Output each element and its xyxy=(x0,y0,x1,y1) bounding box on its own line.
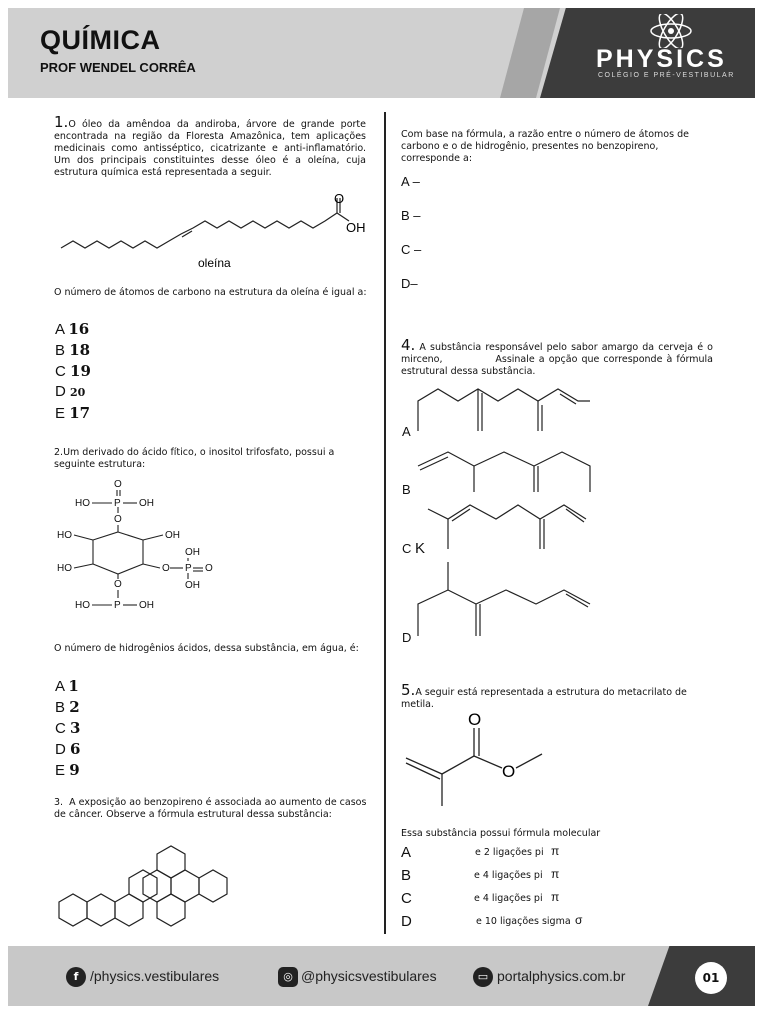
instagram-link[interactable]: @physicsvestibulares xyxy=(301,968,437,984)
q3-option-a[interactable]: A – xyxy=(401,174,420,189)
q4-option-a[interactable]: A xyxy=(402,424,411,439)
q5-option-b[interactable]: B e 4 ligações pi π xyxy=(401,867,560,884)
atom-logo-icon xyxy=(648,14,694,48)
svg-text:O: O xyxy=(114,479,122,490)
oleina-label: oleína xyxy=(198,256,231,270)
svg-text:HO: HO xyxy=(75,498,90,509)
page-title: QUÍMICA xyxy=(40,25,161,55)
q5-statement: 5.A seguir está representada a estrutura do metacrilato de metila. xyxy=(401,681,687,710)
brand-subtitle: COLÉGIO E PRÉ-VESTIBULAR xyxy=(598,72,735,79)
ester-oxygen-label: O xyxy=(502,762,516,781)
carbonyl-oxygen-label: O xyxy=(468,710,482,729)
q2-text: Um derivado do ácido fítico, o inositol trifosfato, possui a seguinte estrutura: xyxy=(54,447,335,470)
q2-statement xyxy=(54,447,369,471)
svg-text:OH: OH xyxy=(165,530,180,541)
q5-option-c[interactable]: C e 4 ligações pi π xyxy=(401,890,560,907)
svg-text:O: O xyxy=(162,563,170,574)
svg-text:O: O xyxy=(114,514,122,525)
q2-options xyxy=(55,677,80,782)
q5-options xyxy=(401,842,721,934)
instagram-icon: ◎ xyxy=(278,967,298,987)
facebook-icon: f xyxy=(66,967,86,987)
q4-option-c[interactable]: C K xyxy=(402,540,426,557)
svg-text:OH: OH xyxy=(185,580,200,591)
metacrilato-structure xyxy=(402,710,562,810)
q1-option-e[interactable]: E 17 xyxy=(55,404,91,422)
q1-text: O óleo da amêndoa da andiroba, árvore de grande porte encontrada na região da Floresta Amazônica, tem aplicações medicinais como antisséptico, cicatrizante e anti-inflamatório. Um dos principais constituintes desse óleo é a oleína, cuja estrutura química está representada a seguir. xyxy=(54,119,366,178)
q2-question: O número de hidrogênios ácidos, dessa substância, em água, é: xyxy=(54,643,359,654)
q4-number: 4. xyxy=(401,336,416,354)
brand-name: PHYSICS xyxy=(596,45,727,73)
facebook-link[interactable]: /physics.vestibulares xyxy=(90,968,220,984)
q4-option-b[interactable]: B xyxy=(402,482,411,497)
q2-option-c[interactable]: C 3 xyxy=(55,719,81,737)
monitor-icon: ▭ xyxy=(473,967,493,987)
svg-text:OH: OH xyxy=(185,547,200,558)
q4-structure-a xyxy=(414,383,594,435)
q5-question: Essa substância possui fórmula molecular xyxy=(401,828,601,839)
teacher-name: PROF WENDEL CORRÊA xyxy=(40,60,196,75)
oh-label: OH xyxy=(346,220,366,235)
q2-option-e[interactable]: E 9 xyxy=(55,761,80,779)
oxygen-label: O xyxy=(334,192,345,206)
inositol-structure xyxy=(55,478,245,618)
q5-option-d[interactable]: D e 10 ligações sigma σ xyxy=(401,913,583,930)
svg-text:P: P xyxy=(114,498,121,509)
q3-option-b[interactable]: B – xyxy=(401,208,421,223)
q2-option-b[interactable]: B 2 xyxy=(55,698,80,716)
q2-option-d[interactable]: D 6 xyxy=(55,740,81,758)
q3-number: 3. xyxy=(54,797,64,808)
svg-text:HO: HO xyxy=(57,530,72,541)
q1-option-c[interactable]: C 19 xyxy=(55,362,91,380)
q1-statement xyxy=(54,113,366,179)
svg-text:HO: HO xyxy=(57,563,72,574)
svg-text:OH: OH xyxy=(139,498,154,509)
q1-option-d[interactable]: D 20 xyxy=(55,383,86,400)
svg-text:HO: HO xyxy=(75,600,90,611)
q5-number: 5. xyxy=(401,681,416,699)
q4-statement: 4. A substância responsável pelo sabor amargo da cerveja é o mirceno, Assinale a opção que corresponde à fórmula estrutural dessa substância. xyxy=(401,336,714,377)
q3-continuation: Com base na fórmula, a razão entre o número de átomos de carbono e o de hidrogênio, presentes no benzopireno, corresponde a: xyxy=(401,129,689,164)
website-link[interactable]: portalphysics.com.br xyxy=(497,968,626,984)
q4-structure-d xyxy=(414,560,614,640)
q3-text: A exposição ao benzopireno é associada ao aumento de casos de câncer. Observe a fórmula estrutural dessa substância: xyxy=(54,797,367,820)
benzopireno-structure xyxy=(55,836,255,936)
q1-options xyxy=(55,320,91,425)
q4-structure-b xyxy=(414,440,594,495)
q1-option-a[interactable]: A 16 xyxy=(55,320,90,338)
svg-text:O: O xyxy=(205,563,213,574)
svg-text:P: P xyxy=(114,600,121,611)
q4-option-d[interactable]: D xyxy=(402,630,412,645)
q3-statement xyxy=(54,797,369,821)
q3-options xyxy=(401,174,421,310)
q2-number: 2. xyxy=(54,447,64,458)
svg-text:OH: OH xyxy=(139,600,154,611)
q1-question: O número de átomos de carbono na estrutura da oleína é igual a: xyxy=(54,287,367,298)
page-number: 01 xyxy=(695,962,727,994)
svg-text:O: O xyxy=(114,579,122,590)
q3-option-c[interactable]: C – xyxy=(401,242,422,257)
q5-option-a[interactable]: A e 2 ligações pi π xyxy=(401,844,560,861)
svg-text:P: P xyxy=(185,563,192,574)
q2-option-a[interactable]: A 1 xyxy=(55,677,79,695)
q3-option-d[interactable]: D– xyxy=(401,276,418,291)
q1-option-b[interactable]: B 18 xyxy=(55,341,91,359)
oleina-structure xyxy=(55,192,385,272)
q1-number: 1. xyxy=(54,113,69,131)
q4-structure-c xyxy=(424,495,594,553)
